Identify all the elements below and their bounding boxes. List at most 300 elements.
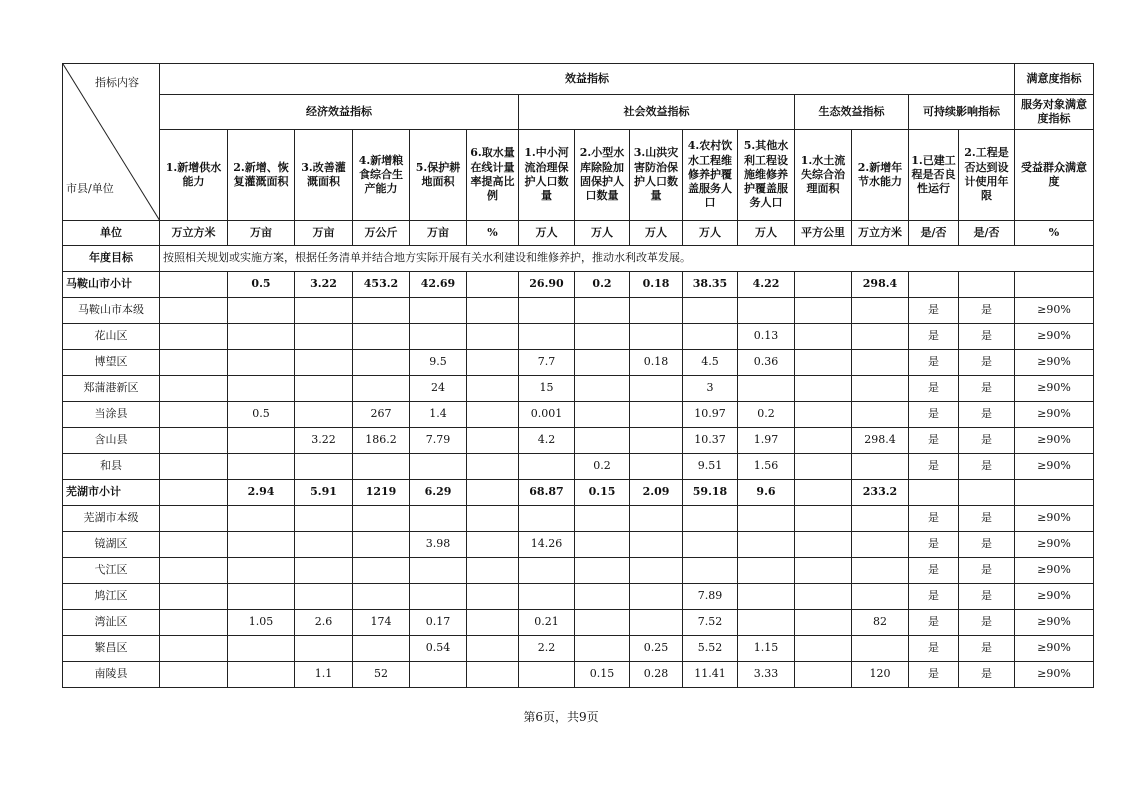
table-cell — [575, 350, 630, 376]
column-header: 2.工程是否达到设计使用年限 — [959, 130, 1015, 221]
table-cell — [575, 584, 630, 610]
table-cell — [228, 376, 295, 402]
table-row — [63, 272, 1094, 298]
table-cell — [228, 636, 295, 662]
table-cell: 是 — [959, 376, 1015, 402]
table-cell: 26.90 — [519, 272, 575, 298]
table-cell: 233.2 — [852, 480, 909, 506]
target-label: 年度目标 — [63, 246, 160, 272]
table-cell — [467, 402, 519, 428]
table-cell — [519, 662, 575, 688]
units-label: 单位 — [63, 221, 160, 246]
table-cell: 是 — [909, 428, 959, 454]
row-name: 和县 — [63, 454, 160, 480]
table-cell — [160, 402, 228, 428]
table-cell: 3.33 — [738, 662, 795, 688]
table-row — [63, 298, 1094, 324]
table-cell: 453.2 — [353, 272, 410, 298]
table-cell — [295, 298, 353, 324]
table-cell — [852, 298, 909, 324]
table-cell — [630, 324, 683, 350]
table-cell — [353, 324, 410, 350]
corner-label-region: 市县/单位 — [66, 181, 114, 195]
table-cell: ≥90% — [1015, 298, 1094, 324]
table-cell: ≥90% — [1015, 662, 1094, 688]
table-cell — [467, 454, 519, 480]
table-cell: 5.52 — [683, 636, 738, 662]
table-cell: 0.17 — [410, 610, 467, 636]
table-cell: 68.87 — [519, 480, 575, 506]
table-cell — [795, 298, 852, 324]
social-indicator-header: 社会效益指标 — [519, 95, 795, 130]
table-cell — [160, 506, 228, 532]
table-cell — [160, 454, 228, 480]
column-header: 1.新增供水能力 — [160, 130, 228, 221]
table-cell: 1.05 — [228, 610, 295, 636]
table-cell — [795, 584, 852, 610]
unit-cell: 万人 — [519, 221, 575, 246]
table-cell — [160, 272, 228, 298]
sustain-indicator-header: 可持续影响指标 — [909, 95, 1015, 130]
table-cell — [353, 506, 410, 532]
table-cell — [575, 428, 630, 454]
table-cell — [295, 350, 353, 376]
table-cell — [467, 636, 519, 662]
column-header: 6.取水量在线计量率提高比例 — [467, 130, 519, 221]
column-header: 受益群众满意度 — [1015, 130, 1094, 221]
table-cell — [852, 532, 909, 558]
table-cell: 是 — [909, 454, 959, 480]
table-cell — [410, 662, 467, 688]
table-cell: 是 — [909, 636, 959, 662]
table-cell — [738, 506, 795, 532]
table-cell: 59.18 — [683, 480, 738, 506]
table-cell — [852, 506, 909, 532]
table-cell: 10.97 — [683, 402, 738, 428]
table-cell — [228, 662, 295, 688]
table-cell — [575, 324, 630, 350]
table-cell: 120 — [852, 662, 909, 688]
table-cell — [795, 350, 852, 376]
table-cell — [295, 376, 353, 402]
column-header: 5.其他水利工程设施维修养护覆盖服务人口 — [738, 130, 795, 221]
table-cell — [353, 636, 410, 662]
row-name: 郑蒲港新区 — [63, 376, 160, 402]
table-cell: 0.15 — [575, 662, 630, 688]
table-cell: 1.4 — [410, 402, 467, 428]
table-cell — [519, 298, 575, 324]
table-cell: 0.21 — [519, 610, 575, 636]
table-cell — [160, 376, 228, 402]
econ-indicator-header: 经济效益指标 — [160, 95, 519, 130]
table-cell: 10.37 — [683, 428, 738, 454]
table-cell — [228, 584, 295, 610]
table-cell — [228, 324, 295, 350]
table-cell: 9.51 — [683, 454, 738, 480]
table-cell — [575, 558, 630, 584]
table-cell — [467, 480, 519, 506]
table-cell — [683, 506, 738, 532]
table-cell — [295, 454, 353, 480]
table-cell — [852, 350, 909, 376]
table-cell — [160, 532, 228, 558]
table-row — [63, 428, 1094, 454]
table-cell: 3 — [683, 376, 738, 402]
row-name: 繁昌区 — [63, 636, 160, 662]
table-cell — [160, 428, 228, 454]
table-row — [63, 402, 1094, 428]
table-cell — [630, 454, 683, 480]
table-cell — [575, 376, 630, 402]
table-cell: 1.56 — [738, 454, 795, 480]
table-cell: ≥90% — [1015, 558, 1094, 584]
table-cell — [630, 428, 683, 454]
table-cell: 是 — [909, 532, 959, 558]
table-cell — [295, 532, 353, 558]
column-header: 5.保护耕地面积 — [410, 130, 467, 221]
row-name: 马鞍山市本级 — [63, 298, 160, 324]
table-cell — [160, 298, 228, 324]
table-cell — [959, 480, 1015, 506]
table-cell — [575, 402, 630, 428]
table-cell — [467, 324, 519, 350]
table-cell — [353, 376, 410, 402]
table-cell: 0.18 — [630, 272, 683, 298]
table-cell — [467, 272, 519, 298]
table-cell: 是 — [909, 662, 959, 688]
table-cell: 1219 — [353, 480, 410, 506]
table-cell: ≥90% — [1015, 324, 1094, 350]
row-name: 芜湖市本级 — [63, 506, 160, 532]
table-cell — [630, 402, 683, 428]
table-row — [63, 324, 1094, 350]
table-cell — [295, 402, 353, 428]
table-row — [63, 480, 1094, 506]
table-cell: 38.35 — [683, 272, 738, 298]
table-cell: ≥90% — [1015, 584, 1094, 610]
table-cell — [519, 454, 575, 480]
row-name: 镜湖区 — [63, 532, 160, 558]
column-header: 1.中小河流治理保护人口数量 — [519, 130, 575, 221]
table-cell: 4.22 — [738, 272, 795, 298]
table-cell — [575, 532, 630, 558]
table-cell — [575, 506, 630, 532]
table-cell: 0.2 — [575, 454, 630, 480]
table-cell — [795, 324, 852, 350]
table-cell — [228, 532, 295, 558]
table-cell — [228, 454, 295, 480]
table-cell — [467, 558, 519, 584]
unit-cell: 万人 — [683, 221, 738, 246]
benefit-indicator-header: 效益指标 — [160, 64, 1015, 95]
table-cell: 是 — [959, 506, 1015, 532]
table-cell: 是 — [959, 402, 1015, 428]
unit-cell: 万人 — [738, 221, 795, 246]
table-cell — [410, 324, 467, 350]
table-cell — [683, 298, 738, 324]
column-header: 2.小型水库除险加固保护人口数量 — [575, 130, 630, 221]
row-name: 南陵县 — [63, 662, 160, 688]
table-cell — [738, 376, 795, 402]
table-cell — [353, 584, 410, 610]
table-cell: 是 — [959, 662, 1015, 688]
table-cell — [630, 558, 683, 584]
table-cell — [575, 636, 630, 662]
table-row — [63, 584, 1094, 610]
table-cell — [160, 558, 228, 584]
table-cell — [795, 558, 852, 584]
table-cell — [852, 324, 909, 350]
table-cell: 174 — [353, 610, 410, 636]
table-cell — [160, 350, 228, 376]
table-cell: 1.1 — [295, 662, 353, 688]
table-cell — [795, 480, 852, 506]
table-cell — [795, 428, 852, 454]
table-cell — [467, 506, 519, 532]
unit-cell: 万立方米 — [160, 221, 228, 246]
column-header: 4.农村饮水工程维修养护覆盖服务人口 — [683, 130, 738, 221]
table-cell — [228, 298, 295, 324]
table-cell: ≥90% — [1015, 610, 1094, 636]
table-cell — [410, 298, 467, 324]
table-cell — [795, 402, 852, 428]
table-cell: 2.09 — [630, 480, 683, 506]
column-header: 3.山洪灾害防治保护人口数量 — [630, 130, 683, 221]
row-name: 花山区 — [63, 324, 160, 350]
table-cell — [295, 558, 353, 584]
table-cell: 3.98 — [410, 532, 467, 558]
table-cell: 是 — [959, 610, 1015, 636]
row-name: 湾沚区 — [63, 610, 160, 636]
table-cell: 0.36 — [738, 350, 795, 376]
table-cell: ≥90% — [1015, 506, 1094, 532]
table-cell — [353, 454, 410, 480]
table-cell — [353, 532, 410, 558]
table-cell: 是 — [959, 298, 1015, 324]
table-cell: 1.15 — [738, 636, 795, 662]
table-cell: 9.5 — [410, 350, 467, 376]
table-cell: 是 — [909, 402, 959, 428]
table-cell — [160, 584, 228, 610]
table-cell — [795, 376, 852, 402]
table-cell: 3.22 — [295, 428, 353, 454]
table-cell — [228, 428, 295, 454]
table-cell: 24 — [410, 376, 467, 402]
table-cell: 0.001 — [519, 402, 575, 428]
target-text: 按照相关规划或实施方案，根据任务清单并结合地方实际开展有关水利建设和维修养护，推动水利改革发展。 — [160, 246, 1094, 272]
table-cell: 0.2 — [575, 272, 630, 298]
table-cell: 0.2 — [738, 402, 795, 428]
table-cell — [795, 506, 852, 532]
unit-cell: 万人 — [630, 221, 683, 246]
table-cell — [630, 298, 683, 324]
table-cell: 4.5 — [683, 350, 738, 376]
table-cell — [852, 376, 909, 402]
eco-indicator-header: 生态效益指标 — [795, 95, 909, 130]
table-cell — [738, 532, 795, 558]
table-cell — [353, 350, 410, 376]
unit-cell: 万立方米 — [852, 221, 909, 246]
table-cell — [575, 610, 630, 636]
table-cell — [467, 610, 519, 636]
table-cell: 14.26 — [519, 532, 575, 558]
table-cell — [738, 610, 795, 636]
table-cell — [467, 532, 519, 558]
table-cell: 5.91 — [295, 480, 353, 506]
page-number: 第6页，共9页 — [523, 710, 599, 724]
table-cell — [1015, 272, 1094, 298]
table-row — [63, 506, 1094, 532]
table-cell — [630, 376, 683, 402]
table-cell — [467, 350, 519, 376]
table-cell — [519, 584, 575, 610]
table-cell: 是 — [909, 584, 959, 610]
table-cell: 82 — [852, 610, 909, 636]
table-cell: 0.25 — [630, 636, 683, 662]
column-header: 4.新增粮食综合生产能力 — [353, 130, 410, 221]
table-cell — [353, 298, 410, 324]
table-cell — [795, 610, 852, 636]
table-cell — [467, 662, 519, 688]
unit-cell: % — [467, 221, 519, 246]
table-cell: 3.22 — [295, 272, 353, 298]
unit-cell: 万公斤 — [353, 221, 410, 246]
table-cell: 0.18 — [630, 350, 683, 376]
row-name: 芜湖市小计 — [63, 480, 160, 506]
unit-cell: 万亩 — [410, 221, 467, 246]
table-cell: 是 — [909, 324, 959, 350]
table-cell: 298.4 — [852, 272, 909, 298]
header-corner-cell — [63, 64, 160, 221]
table-cell: 15 — [519, 376, 575, 402]
column-header: 2.新增年节水能力 — [852, 130, 909, 221]
table-cell: 0.54 — [410, 636, 467, 662]
table-cell: 2.94 — [228, 480, 295, 506]
satisfaction-indicator-header: 满意度指标 — [1015, 64, 1094, 95]
table-row — [63, 662, 1094, 688]
table-cell: 0.13 — [738, 324, 795, 350]
table-cell: ≥90% — [1015, 402, 1094, 428]
unit-cell: 万人 — [575, 221, 630, 246]
table-cell — [909, 480, 959, 506]
table-cell — [519, 558, 575, 584]
table-cell: 298.4 — [852, 428, 909, 454]
unit-cell: 是/否 — [959, 221, 1015, 246]
table-cell: 0.15 — [575, 480, 630, 506]
table-cell: 186.2 — [353, 428, 410, 454]
table-cell — [795, 272, 852, 298]
table-cell — [738, 558, 795, 584]
table-cell: 52 — [353, 662, 410, 688]
table-cell: 是 — [959, 428, 1015, 454]
table-cell — [160, 324, 228, 350]
table-cell: 7.89 — [683, 584, 738, 610]
table-cell: 2.6 — [295, 610, 353, 636]
table-cell: 0.5 — [228, 402, 295, 428]
table-cell — [683, 532, 738, 558]
table-cell — [630, 610, 683, 636]
table-cell — [295, 636, 353, 662]
table-cell: 是 — [959, 532, 1015, 558]
unit-cell: 是/否 — [909, 221, 959, 246]
table-cell — [295, 506, 353, 532]
table-cell — [795, 662, 852, 688]
table-cell — [410, 558, 467, 584]
row-name: 马鞍山市小计 — [63, 272, 160, 298]
column-header: 2.新增、恢复灌溉面积 — [228, 130, 295, 221]
table-cell: 1.97 — [738, 428, 795, 454]
column-header: 1.水土流失综合治理面积 — [795, 130, 852, 221]
table-cell: 11.41 — [683, 662, 738, 688]
table-cell — [959, 272, 1015, 298]
table-cell — [519, 506, 575, 532]
column-header: 1.已建工程是否良性运行 — [909, 130, 959, 221]
table-cell — [795, 454, 852, 480]
table-cell — [353, 558, 410, 584]
table-cell — [795, 636, 852, 662]
table-cell — [1015, 480, 1094, 506]
table-row — [63, 532, 1094, 558]
performance-indicator-table — [62, 63, 1094, 688]
table-cell — [630, 532, 683, 558]
table-cell — [738, 584, 795, 610]
table-cell — [852, 584, 909, 610]
table-cell — [467, 376, 519, 402]
unit-cell: 万亩 — [228, 221, 295, 246]
table-row — [63, 558, 1094, 584]
table-cell — [228, 350, 295, 376]
column-header: 3.改善灌溉面积 — [295, 130, 353, 221]
table-cell — [410, 454, 467, 480]
table-cell — [160, 636, 228, 662]
table-cell: ≥90% — [1015, 636, 1094, 662]
table-cell — [630, 584, 683, 610]
table-cell — [683, 324, 738, 350]
table-row — [63, 350, 1094, 376]
table-cell: 是 — [959, 454, 1015, 480]
table-cell: 7.7 — [519, 350, 575, 376]
table-cell — [909, 272, 959, 298]
table-cell — [295, 584, 353, 610]
table-cell: 42.69 — [410, 272, 467, 298]
table-cell — [519, 324, 575, 350]
table-cell: ≥90% — [1015, 532, 1094, 558]
table-cell — [410, 506, 467, 532]
table-cell: 0.28 — [630, 662, 683, 688]
table-cell — [575, 298, 630, 324]
row-name: 鸠江区 — [63, 584, 160, 610]
table-row — [63, 376, 1094, 402]
table-cell: 是 — [959, 636, 1015, 662]
row-name: 含山县 — [63, 428, 160, 454]
table-row — [63, 636, 1094, 662]
table-cell — [467, 298, 519, 324]
table-row — [63, 610, 1094, 636]
corner-label-indicator: 指标内容 — [95, 76, 139, 89]
table-cell: ≥90% — [1015, 428, 1094, 454]
table-cell — [410, 584, 467, 610]
table-cell: 267 — [353, 402, 410, 428]
table-cell — [795, 532, 852, 558]
table-cell: 0.5 — [228, 272, 295, 298]
table-cell — [852, 636, 909, 662]
table-cell: 是 — [959, 324, 1015, 350]
table-cell: 是 — [909, 376, 959, 402]
unit-cell: % — [1015, 221, 1094, 246]
table-cell — [295, 324, 353, 350]
unit-cell: 平方公里 — [795, 221, 852, 246]
table-cell: 是 — [909, 350, 959, 376]
